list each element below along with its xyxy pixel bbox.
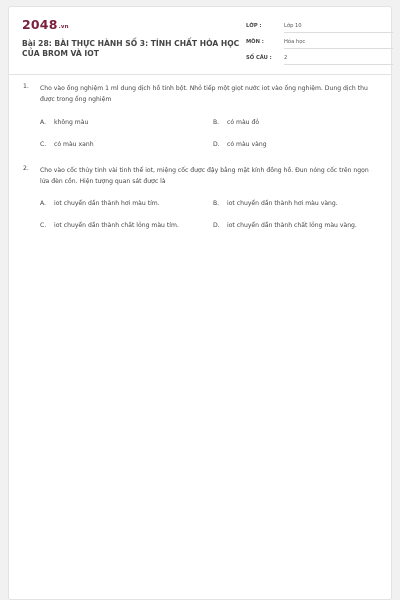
question-2 bbox=[23, 165, 377, 187]
meta-value-class: Lớp 10 bbox=[284, 23, 393, 33]
option-text: có màu đỏ bbox=[227, 119, 260, 126]
logo-main: 2048 bbox=[22, 17, 58, 32]
logo-suffix: .vn bbox=[58, 24, 69, 30]
option-letter: A. bbox=[40, 200, 46, 207]
meta-value-question-count: 2 bbox=[284, 55, 393, 65]
option-text: iot chuyển dần thành chất lỏng màu vàng. bbox=[227, 222, 357, 229]
meta-label-class: LỚP : bbox=[246, 23, 262, 29]
meta-row-class bbox=[246, 23, 393, 39]
option-letter: B. bbox=[213, 119, 220, 126]
question-1 bbox=[23, 83, 377, 105]
option-letter: A. bbox=[40, 119, 46, 126]
site-logo[interactable] bbox=[22, 17, 69, 32]
option-1d[interactable] bbox=[213, 141, 267, 148]
option-2d[interactable] bbox=[213, 222, 357, 229]
option-2b[interactable] bbox=[213, 200, 338, 207]
option-text: iot chuyển dần thành chất lỏng màu tím. bbox=[54, 222, 179, 229]
worksheet-header bbox=[22, 17, 378, 69]
option-letter: B. bbox=[213, 200, 220, 207]
meta-row-question-count bbox=[246, 55, 393, 71]
option-letter: D. bbox=[213, 141, 220, 148]
option-1c[interactable] bbox=[40, 141, 94, 148]
worksheet-meta bbox=[246, 23, 393, 71]
option-letter: C. bbox=[40, 222, 47, 229]
meta-label-question-count: SỐ CÂU : bbox=[246, 55, 272, 61]
question-number: 1. bbox=[23, 83, 29, 90]
option-text: iot chuyển dần thành hơi màu vàng. bbox=[227, 200, 338, 207]
worksheet-page bbox=[8, 6, 392, 600]
option-letter: C. bbox=[40, 141, 47, 148]
option-2a[interactable] bbox=[40, 200, 160, 207]
question-text: Cho vào cốc thủy tinh vài tinh thể iot, miệng cốc được đậy bằng mặt kính đồng hồ. Đun nóng cốc trên ngọn lửa đèn cồn. Hiện tượng quan sát được là bbox=[40, 167, 369, 185]
header-divider bbox=[9, 74, 391, 75]
option-1b[interactable] bbox=[213, 119, 259, 126]
option-text: có màu xanh bbox=[54, 141, 94, 148]
option-1a[interactable] bbox=[40, 119, 88, 126]
option-2c[interactable] bbox=[40, 222, 179, 229]
meta-label-subject: MÔN : bbox=[246, 39, 264, 45]
option-letter: D. bbox=[213, 222, 220, 229]
meta-value-subject: Hóa học bbox=[284, 39, 393, 49]
option-text: không màu bbox=[54, 119, 89, 126]
worksheet-title: Bài 28: BÀI THỰC HÀNH SỐ 3: TÍNH CHẤT HÓA HỌC CỦA BROM VÀ IOT bbox=[22, 39, 240, 58]
option-text: có màu vàng bbox=[227, 141, 267, 148]
option-text: iot chuyển dần thành hơi màu tím. bbox=[54, 200, 160, 207]
meta-row-subject bbox=[246, 39, 393, 55]
question-number: 2. bbox=[23, 165, 29, 172]
question-text: Cho vào ống nghiệm 1 ml dung dịch hồ tinh bột. Nhỏ tiếp một giọt nước iot vào ống nghiệm. Dung dịch thu được trong ống nghiệm bbox=[40, 85, 368, 103]
